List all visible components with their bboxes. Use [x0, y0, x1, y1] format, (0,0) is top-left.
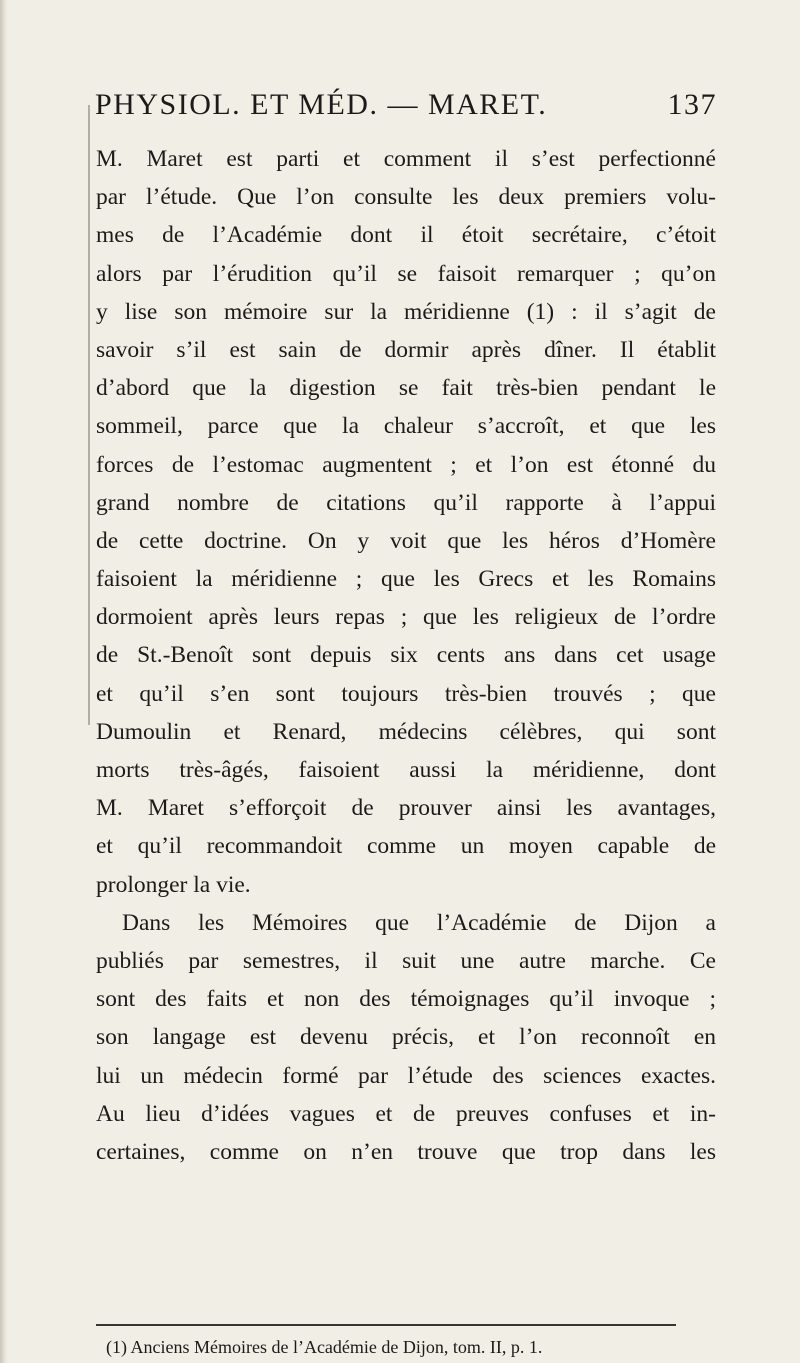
- text-line: M. Maret s’efforçoit de prouver ainsi les avantages,: [96, 795, 716, 822]
- text-line: de cette doctrine. On y voit que les héros d’Homère: [96, 527, 716, 554]
- text-line: dormoient après leurs repas ; que les religieux de l’ordre: [96, 604, 716, 631]
- text-line: lui un médecin formé par l’étude des sciences exactes.: [96, 1062, 716, 1089]
- text-line: par l’étude. Que l’on consulte les deux premiers volu-: [96, 184, 716, 211]
- text-line: faisoient la méridienne ; que les Grecs et les Romains: [96, 566, 716, 593]
- text-line: publiés par semestres, il suit une autre marche. Ce: [96, 947, 716, 974]
- text-line: M. Maret est parti et comment il s’est perfectionné: [96, 146, 716, 172]
- text-line: y lise son mémoire sur la méridienne (1) : il s’agit de: [96, 298, 716, 325]
- text-line: sont des faits et non des témoignages qu’il invoque ;: [96, 986, 716, 1013]
- margin-rule: [88, 105, 90, 725]
- footnote-rule: [96, 1324, 676, 1326]
- text-line: certaines, comme on n’en trouve que trop dans les: [96, 1138, 716, 1165]
- text-line: forces de l’estomac augmentent ; et l’on est étonné du: [96, 451, 716, 478]
- footnote: (1) Anciens Mémoires de l’Académie de Dijon, tom. II, p. 1.: [106, 1337, 543, 1357]
- text-line: savoir s’il est sain de dormir après dîner. Il établit: [96, 336, 716, 363]
- text-line: et qu’il s’en sont toujours très-bien trouvés ; que: [96, 680, 716, 707]
- body-text: [96, 140, 716, 1171]
- text-line: sommeil, parce que la chaleur s’accroît, et que les: [96, 413, 716, 440]
- text-line: de St.-Benoît sont depuis six cents ans dans cet usage: [96, 642, 716, 669]
- text-line: alors par l’érudition qu’il se faisoit remarquer ; qu’on: [96, 260, 716, 287]
- text-line: Dumoulin et Renard, médecins célèbres, qui sont: [96, 718, 716, 745]
- running-head-title: PHYSIOL. ET MÉD. — MARET.: [95, 88, 548, 121]
- text-line: prolonger la vie.: [96, 871, 251, 898]
- text-line: et qu’il recommandoit comme un moyen capable de: [96, 833, 716, 860]
- page-edge: [0, 0, 8, 1363]
- text-line: morts très-âgés, faisoient aussi la méridienne, dont: [96, 757, 716, 783]
- running-head: [95, 88, 717, 132]
- text-line: d’abord que la digestion se fait très-bien pendant le: [96, 375, 716, 402]
- text-line: son langage est devenu précis, et l’on reconnoît en: [96, 1024, 716, 1051]
- text-line: mes de l’Académie dont il étoit secrétaire, c’étoit: [96, 222, 716, 249]
- page-number: 137: [667, 88, 717, 121]
- text-line: grand nombre de citations qu’il rapporte à l’appui: [96, 489, 716, 516]
- text-line: Au lieu d’idées vagues et de preuves confuses et in-: [96, 1100, 716, 1127]
- text-line: Dans les Mémoires que l’Académie de Dijon a: [122, 909, 716, 936]
